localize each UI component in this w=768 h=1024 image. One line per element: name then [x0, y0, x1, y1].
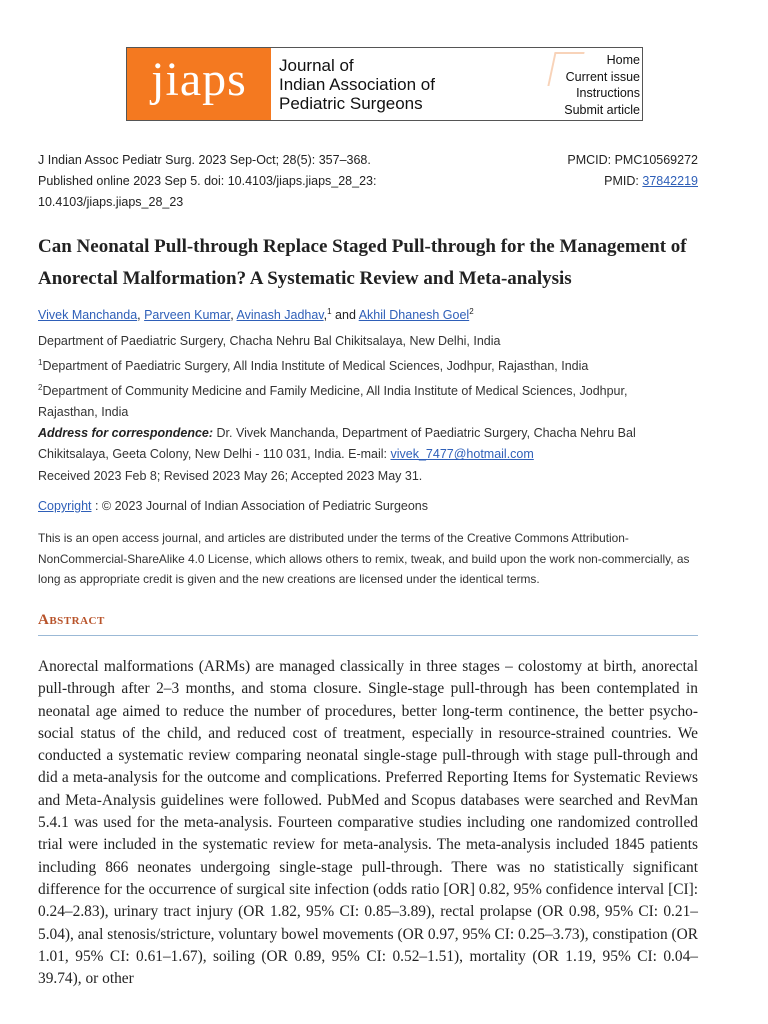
affiliation-text: Department of Community Medicine and Family Medicine, All India Institute of Medical Sciences, Jodhpur, Rajasthan, India	[38, 384, 628, 420]
affiliation: Department of Paediatric Surgery, Chacha Nehru Bal Chikitsalaya, New Delhi, India	[38, 334, 501, 348]
license-text: This is an open access journal, and articles are distributed under the terms of the Creative Commons Attribution-NonCommercial-ShareAlike 4.0 License, which allows others to remix, tweak, and build upon the work non-commercially, as long as appropriate credit is given and the new creations are licensed under the identical terms.	[38, 531, 690, 586]
current-issue-link[interactable]: Current issue	[565, 69, 640, 84]
banner-nav	[564, 52, 640, 118]
affiliation-marker: 1	[327, 307, 332, 316]
received-dates: Received 2023 Feb 8; Revised 2023 May 26; Accepted 2023 May 31.	[38, 469, 423, 483]
journal-name-line: Indian Association of	[279, 75, 435, 94]
pmid	[567, 171, 698, 192]
correspondence	[38, 423, 668, 465]
correspondence-text: Dr. Vivek Manchanda, Department of Paediatric Surgery, Chacha Nehru Bal Chikitsalaya, Geeta Colony, New Delhi - 110 031, India. E-mail:	[38, 426, 636, 462]
pmid-label: PMID:	[604, 174, 643, 188]
affiliation-marker: 2	[469, 307, 474, 316]
affiliation-marker: 1	[38, 358, 43, 367]
journal-banner	[126, 47, 643, 121]
article-title: Can Neonatal Pull-through Replace Staged Pull-through for the Management of Anorectal Malformation? A Systematic Review and Meta-analysis	[38, 236, 687, 289]
affiliation	[38, 352, 668, 377]
journal-name-line: Pediatric Surgeons	[279, 94, 423, 113]
affiliations	[38, 331, 668, 465]
abstract-text: Anorectal malformations (ARMs) are managed classically in three stages – colostomy at birth, anorectal pull-through after 2–3 months, and stoma closure. Single-stage pull-through has been contemplated in neonatal age aimed to reduce the number of procedures, better long-term continence, the better psycho-social status of the child, and reduced cost of treatment, especially in resource-strained countries. We conducted a systematic review comparing neonatal single-stage pull-through with stage pull-through and did a meta-analysis for the outcome and complications. Preferred Reporting Items for Systematic Reviews and Meta-Analysis guidelines were followed. PubMed and Scopus databases were searched and RevMan 5.4.1 was used for the meta-analysis. Fourteen comparative studies including one randomized controlled trial were included in the systematic review for meta-analysis. The meta-analysis included 1845 patients including 866 neonates undergoing single-stage pull-through. There was no statistically significant difference for the occurrence of surgical site infection (odds ratio [OR] 0.82, 95% confidence interval [CI]: 0.24–2.83), urinary tract injury (OR 1.82, 95% CI: 0.85–3.89), rectal prolapse (OR 0.98, 95% CI: 0.21–5.04), anal stenosis/stricture, voluntary bowel movements (OR 0.97, 95% CI: 0.25–3.73), constipation (OR 1.01, 95% CI: 0.61–1.67), soiling (OR 0.89, 95% CI: 0.52–1.51), mortality (OR 1.19, 95% CI: 0.04–39.74), or other	[38, 658, 698, 988]
separator: ,	[323, 308, 328, 323]
author-list	[38, 302, 698, 325]
affiliation-text: Department of Paediatric Surgery, All India Institute of Medical Sciences, Jodhpur, Rajasthan, India	[42, 359, 589, 374]
pmcid: PMCID: PMC10569272	[567, 153, 698, 167]
author-link[interactable]: Avinash Jadhav	[236, 308, 324, 323]
affiliation	[38, 377, 668, 423]
author-link[interactable]: Parveen Kumar	[144, 308, 231, 323]
instructions-link[interactable]: Instructions	[576, 86, 640, 100]
copyright	[38, 496, 428, 516]
author-link[interactable]: Akhil Dhanesh Goel	[358, 308, 470, 323]
copyright-link[interactable]: Copyright	[38, 499, 92, 513]
abstract-heading: Abstract	[38, 612, 698, 636]
separator: ,	[230, 308, 237, 323]
journal-logo[interactable]: jiaps	[127, 48, 271, 120]
author-link[interactable]: Vivek Manchanda	[38, 308, 138, 323]
journal-name-line: Journal of	[279, 56, 354, 75]
home-link[interactable]: Home	[606, 53, 640, 67]
citation-line: J Indian Assoc Pediatr Surg. 2023 Sep-Oct; 28(5): 357–368.	[38, 153, 371, 167]
pmid-link[interactable]: 37842219	[642, 174, 698, 188]
affiliation-marker: 2	[38, 383, 43, 393]
submit-article-link[interactable]: Submit article	[564, 102, 640, 117]
correspondence-label: Address for correspondence:	[38, 426, 214, 441]
email-link[interactable]: vivek_7477@hotmail.com	[390, 447, 534, 462]
publication-line: Published online 2023 Sep 5. doi: 10.4103/jiaps.jiaps_28_23: 10.4103/jiaps.jiaps_28_23	[38, 174, 377, 209]
separator: ,	[137, 308, 145, 323]
copyright-text: : © 2023 Journal of Indian Association of Pediatric Surgeons	[91, 499, 428, 513]
journal-name	[279, 56, 529, 113]
citation-block	[38, 150, 698, 213]
and-text: and	[331, 308, 359, 323]
